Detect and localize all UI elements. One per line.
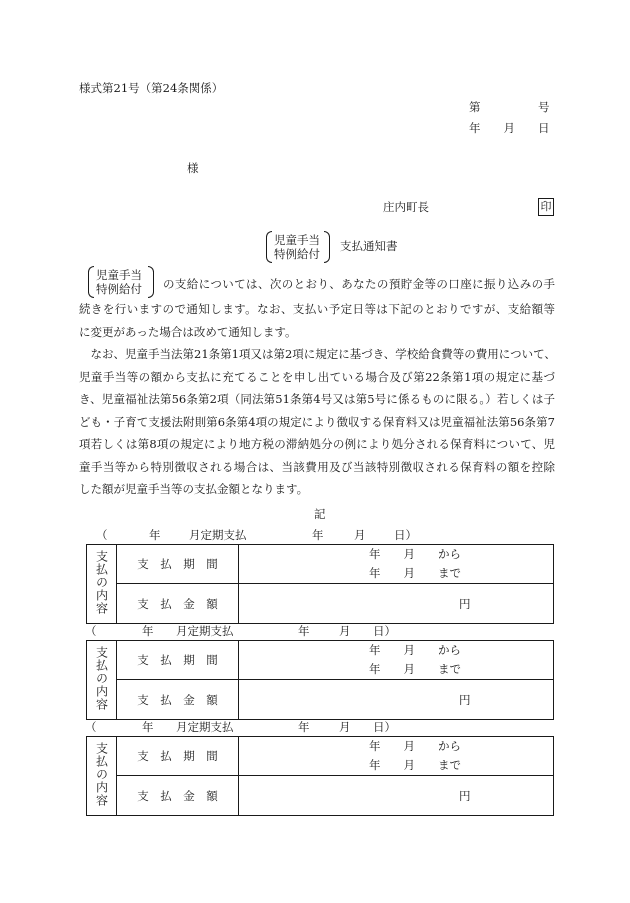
paragraph-line: 項若しくは第8項の規定により地方税の滞納処分の例により処分される保育料について、児: [79, 437, 555, 451]
header-open-paren: （: [96, 528, 108, 542]
paragraph-line: 児童手当等の額から支払に充てることを申し出ている場合及び第22条第1項の規定に基づ: [79, 369, 555, 384]
payment-amount-label: 支 払 金 額: [117, 776, 239, 816]
header-month: 月: [339, 624, 351, 638]
header-year: 年: [142, 720, 154, 734]
payment-period-value: [239, 545, 554, 584]
header-month-regular-payment: 月定期支払: [189, 528, 247, 542]
header-month-regular-payment: 月定期支払: [176, 720, 234, 734]
ki-heading: 記: [314, 507, 326, 521]
document-number: 第 号: [469, 100, 550, 114]
intro-bracket-group: [88, 266, 154, 298]
payment-content-side-cell: [87, 545, 117, 624]
payment-content-label: 支払の内容: [94, 742, 109, 807]
bracket-line: 特例給付: [274, 247, 320, 261]
payment-amount-unit: 円: [239, 584, 554, 624]
payment-period-label: 支 払 期 間: [117, 737, 239, 776]
payment-amount-label: 支 払 金 額: [117, 680, 239, 720]
issuer-name: 庄内町長: [383, 200, 429, 214]
paragraph-line: き、児童福祉法第56条第2項（同法第51条第4号又は第5号に係るものに限る。）若しくは子: [79, 392, 555, 406]
header-month: 月: [339, 720, 351, 734]
period-from: 年 月 から: [369, 643, 461, 657]
payment-table: [86, 544, 554, 624]
issue-date: 年 月 日: [469, 121, 550, 135]
header-year: 年: [298, 720, 310, 734]
payment-content-side-cell: [87, 641, 117, 720]
header-month: 月: [354, 528, 366, 542]
header-year: 年: [149, 528, 161, 542]
header-year: 年: [312, 528, 324, 542]
title-bracket-group: [266, 231, 330, 263]
paragraph-line: 続きを行いますので通知します。なお、支払い予定日等は下記のとおりですが、支給額等: [79, 302, 555, 316]
payment-period-value: [239, 737, 554, 776]
period-from: 年 月 から: [369, 547, 461, 561]
payment-section-3: [0, 720, 630, 815]
right-bracket: [148, 266, 154, 298]
paragraph-line: なお、児童手当法第21条第1項又は第2項に規定に基づき、学校給食費等の費用について、: [90, 347, 556, 361]
payment-content-side-cell: [87, 737, 117, 816]
payment-period-value: [239, 641, 554, 680]
intro-first-line: の支給については、次のとおり、あなたの預貯金等の口座に振り込みの手: [163, 277, 555, 291]
form-number: 様式第21号（第24条関係）: [79, 81, 224, 95]
left-bracket: [266, 231, 272, 263]
payment-period-label: 支 払 期 間: [117, 641, 239, 680]
paragraph-line: 童手当等から特別徴収される場合は、当該費用及び当該特別徴収される保育料の額を控除: [79, 459, 555, 474]
header-open-paren: （: [85, 624, 97, 638]
paragraph-line: した額が児童手当等の支払金額となります。: [79, 482, 309, 496]
paragraph-line: ども・子育て支援法附則第6条第4項の規定により徴収する保育料又は児童福祉法第56条第7: [79, 414, 555, 429]
header-year: 年: [298, 624, 310, 638]
period-to: 年 月 まで: [369, 758, 461, 772]
payment-content-label: 支払の内容: [94, 646, 109, 711]
payment-section-2: [0, 624, 630, 719]
payment-table: [86, 640, 554, 720]
payment-amount-unit: 円: [239, 776, 554, 816]
addressee-suffix: 様: [187, 161, 199, 175]
left-bracket: [88, 266, 94, 298]
header-day: 日）: [373, 720, 396, 734]
header-year: 年: [142, 624, 154, 638]
header-month-regular-payment: 月定期支払: [176, 624, 234, 638]
seal-stamp-box: 印: [538, 198, 554, 216]
period-to: 年 月 まで: [369, 662, 461, 676]
payment-amount-unit: 円: [239, 680, 554, 720]
payment-section-1: [0, 528, 630, 623]
payment-content-label: 支払の内容: [94, 550, 109, 615]
document-title: 支払通知書: [340, 239, 398, 253]
header-open-paren: （: [85, 720, 97, 734]
header-day: 日）: [394, 528, 417, 542]
header-day: 日）: [373, 624, 396, 638]
right-bracket: [324, 231, 330, 263]
period-to: 年 月 まで: [369, 566, 461, 580]
payment-table: [86, 736, 554, 816]
note-paragraph: [79, 343, 555, 501]
bracket-line: 児童手当: [96, 268, 142, 282]
bracket-line: 児童手当: [274, 233, 320, 247]
intro-paragraph: [79, 298, 555, 343]
bracket-line: 特例給付: [96, 282, 142, 296]
paragraph-line: に変更があった場合は改めて通知します。: [79, 324, 297, 339]
payment-period-label: 支 払 期 間: [117, 545, 239, 584]
payment-amount-label: 支 払 金 額: [117, 584, 239, 624]
period-from: 年 月 から: [369, 739, 461, 753]
